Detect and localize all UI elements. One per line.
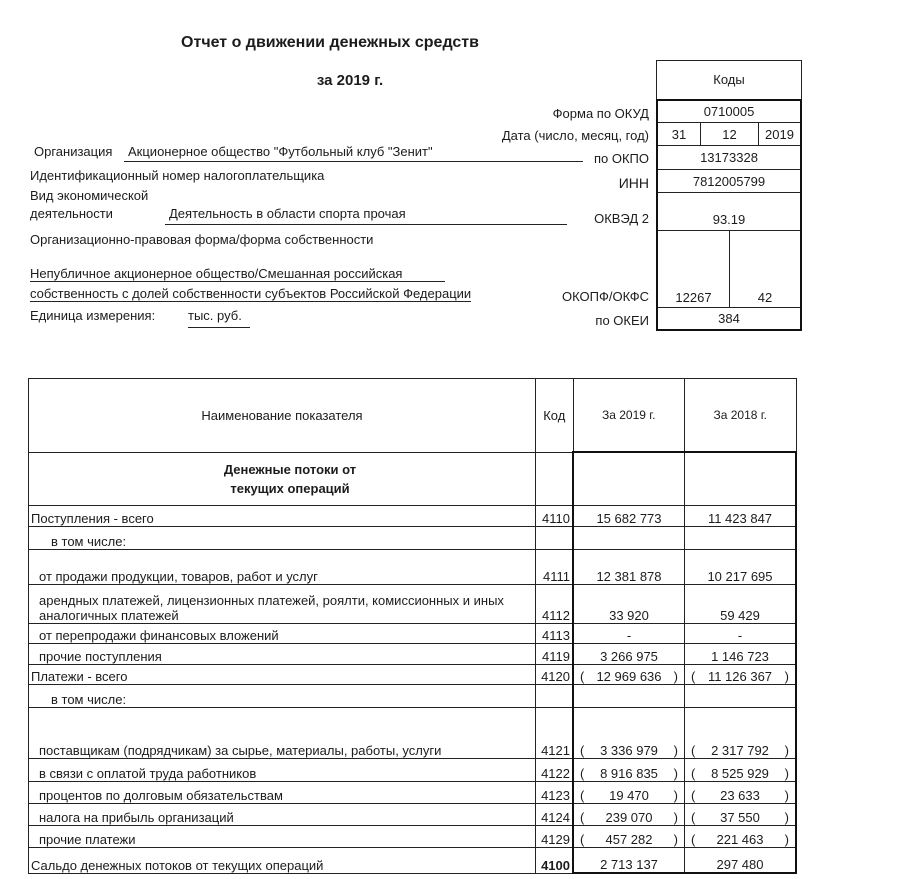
negative-value [685, 832, 795, 847]
col-header-code: Код [536, 379, 574, 453]
table-row [29, 624, 797, 644]
row-value-y2019: 2 713 137 [573, 848, 685, 874]
table-row [29, 506, 797, 527]
row-name: прочие поступления [29, 644, 536, 665]
row-name: процентов по долговым обязательствам [29, 782, 536, 804]
paren-close: ) [673, 788, 678, 803]
row-name: в том числе: [29, 685, 536, 708]
table-row [29, 644, 797, 665]
legal-form-label: Организационно-правовая форма/форма собственности [30, 232, 374, 247]
row-value-y2018 [685, 708, 797, 759]
negative-value [685, 669, 795, 684]
table-row [29, 665, 797, 685]
value: 12 969 636 [596, 669, 662, 684]
org-label: Организация [34, 144, 113, 159]
okopf-code: 12267 [658, 231, 730, 307]
table-row [29, 759, 797, 782]
row-value-y2019: 33 920 [573, 585, 685, 624]
row-code: 4120 [536, 665, 574, 685]
okfs-code: 42 [757, 290, 773, 305]
table-row [29, 550, 797, 585]
negative-value [574, 766, 684, 781]
okpo-code: 13173328 [658, 146, 800, 170]
row-value-y2019: 15 682 773 [573, 506, 685, 527]
row-code [536, 527, 574, 550]
paren-close: ) [784, 810, 789, 825]
row-name: в том числе: [29, 527, 536, 550]
paren-close: ) [673, 743, 678, 758]
activity-label-2: деятельности [30, 206, 113, 221]
paren-open: ( [580, 669, 585, 684]
row-value-y2018: 10 217 695 [685, 550, 797, 585]
row-code: 4124 [536, 804, 574, 826]
table-row [29, 848, 797, 874]
table-row [29, 527, 797, 550]
okud-code: 0710005 [658, 101, 800, 123]
row-code: 4123 [536, 782, 574, 804]
row-name: поставщикам (подрядчикам) за сырье, материалы, работы, услуги [29, 708, 536, 759]
org-value: Акционерное общество "Футбольный клуб "Зенит" [124, 144, 583, 162]
row-code: 4121 [536, 708, 574, 759]
paren-close: ) [673, 810, 678, 825]
cash-flow-table [28, 378, 797, 874]
negative-value [574, 810, 684, 825]
row-value-y2019 [573, 708, 685, 759]
col-header-name: Наименование показателя [29, 379, 536, 453]
paren-open: ( [691, 810, 696, 825]
paren-open: ( [691, 669, 696, 684]
row-value-y2018: 297 480 [685, 848, 797, 874]
row-value-y2018: 1 146 723 [685, 644, 797, 665]
value: 19 470 [609, 788, 649, 803]
paren-close: ) [673, 766, 678, 781]
row-value-y2018: - [685, 624, 797, 644]
table-row [29, 585, 797, 624]
paren-open: ( [691, 743, 696, 758]
paren-close: ) [784, 766, 789, 781]
row-name: Платежи - всего [29, 665, 536, 685]
row-value-y2019 [573, 782, 685, 804]
unit-label: Единица измерения: [30, 308, 156, 323]
date-code [658, 123, 800, 146]
value: 221 463 [716, 832, 764, 847]
report-title: Отчет о движении денежных средств [181, 34, 479, 51]
table-row [29, 685, 797, 708]
inn-code: 7812005799 [658, 170, 800, 193]
paren-open: ( [580, 832, 585, 847]
row-name: Сальдо денежных потоков от текущих операций [29, 848, 536, 874]
col-header-2019: За 2019 г. [573, 379, 685, 453]
row-code: 4122 [536, 759, 574, 782]
row-name: от продажи продукции, товаров, работ и услуг [29, 550, 536, 585]
row-value-y2018 [685, 759, 797, 782]
okei-label: по ОКЕИ [595, 313, 649, 328]
okved-label: ОКВЭД 2 [594, 211, 649, 226]
negative-value [574, 743, 684, 758]
row-value-y2019 [573, 527, 685, 550]
row-code: 4100 [536, 848, 574, 874]
paren-open: ( [691, 766, 696, 781]
negative-value [685, 766, 795, 781]
row-name: от перепродажи финансовых вложений [29, 624, 536, 644]
value: 11 126 367 [707, 669, 773, 684]
section-title [29, 452, 536, 506]
row-code: 4129 [536, 826, 574, 848]
okei-code: 384 [718, 311, 740, 326]
value: 2 317 792 [711, 743, 769, 758]
section-title-line-2: текущих операций [230, 480, 350, 496]
negative-value [574, 788, 684, 803]
paren-close: ) [784, 788, 789, 803]
date-year: 2019 [765, 127, 794, 142]
paren-close: ) [784, 832, 789, 847]
date-day: 31 [658, 123, 701, 145]
value: 23 633 [720, 788, 760, 803]
okopf-okfs-code [658, 231, 800, 308]
row-value-y2019 [573, 804, 685, 826]
paren-close: ) [673, 832, 678, 847]
paren-open: ( [580, 788, 585, 803]
table-row [29, 782, 797, 804]
table-row [29, 804, 797, 826]
row-value-y2019 [573, 665, 685, 685]
negative-value [685, 788, 795, 803]
paren-open: ( [691, 832, 696, 847]
paren-open: ( [691, 788, 696, 803]
negative-value [685, 743, 795, 758]
row-code: 4112 [536, 585, 574, 624]
row-value-y2019: - [573, 624, 685, 644]
row-name: налога на прибыль организаций [29, 804, 536, 826]
section-row [29, 452, 797, 506]
value: 8 916 835 [600, 766, 658, 781]
row-value-y2018 [685, 804, 797, 826]
inn-label: ИНН [618, 175, 649, 191]
row-value-y2018 [685, 782, 797, 804]
row-code: 4119 [536, 644, 574, 665]
okved-code: 93.19 [658, 193, 800, 231]
inn-text: Идентификационный номер налогоплательщика [30, 168, 325, 183]
table-row [29, 708, 797, 759]
section-title-line-1: Денежные потоки от [223, 461, 357, 477]
value: 457 282 [605, 832, 653, 847]
legal-form-value-2: собственность с долей собственности субъектов Российской Федерации [30, 286, 472, 301]
row-value-y2018: 11 423 847 [685, 506, 797, 527]
paren-open: ( [580, 766, 585, 781]
report-period: за 2019 г. [316, 72, 384, 89]
paren-open: ( [580, 810, 585, 825]
row-code: 4110 [536, 506, 574, 527]
row-name: прочие платежи [29, 826, 536, 848]
negative-value [574, 832, 684, 847]
okopf-label: ОКОПФ/ОКФС [561, 289, 649, 304]
unit-value: тыс. руб. [188, 308, 250, 328]
value: 239 070 [605, 810, 653, 825]
date-month: 12 [701, 123, 759, 145]
codes-header: Коды [656, 60, 802, 100]
row-value-y2018 [685, 665, 797, 685]
okud-label: Форма по ОКУД [552, 106, 649, 121]
row-value-y2018: 59 429 [685, 585, 797, 624]
table-row [29, 826, 797, 848]
activity-label-1: Вид экономической [30, 188, 149, 203]
row-value-y2019: 12 381 878 [573, 550, 685, 585]
paren-open: ( [580, 743, 585, 758]
negative-value [574, 669, 684, 684]
row-value-y2018 [685, 826, 797, 848]
row-code: 4113 [536, 624, 574, 644]
date-label: Дата (число, месяц, год) [501, 128, 649, 143]
row-code: 4111 [536, 550, 574, 585]
value: 8 525 929 [711, 766, 769, 781]
row-name: Поступления - всего [29, 506, 536, 527]
row-code [536, 685, 574, 708]
row-value-y2018 [685, 527, 797, 550]
paren-close: ) [784, 669, 789, 684]
row-value-y2019 [573, 826, 685, 848]
row-name: арендных платежей, лицензионных платежей, роялти, комиссионных и иных аналогичных платежей [29, 585, 536, 624]
row-name: в связи с оплатой труда работников [29, 759, 536, 782]
negative-value [685, 810, 795, 825]
value: 37 550 [720, 810, 760, 825]
legal-form-value-1: Непубличное акционерное общество/Смешанная российская [30, 266, 445, 282]
table-header-row [29, 379, 797, 453]
row-value-y2019 [573, 759, 685, 782]
paren-close: ) [784, 743, 789, 758]
okpo-label: по ОКПО [593, 151, 649, 166]
activity-value: Деятельность в области спорта прочая [165, 206, 567, 225]
paren-close: ) [673, 669, 678, 684]
row-value-y2019: 3 266 975 [573, 644, 685, 665]
col-header-2018: За 2018 г. [685, 379, 797, 453]
value: 3 336 979 [600, 743, 658, 758]
row-value-y2018 [685, 685, 797, 708]
row-value-y2019 [573, 685, 685, 708]
